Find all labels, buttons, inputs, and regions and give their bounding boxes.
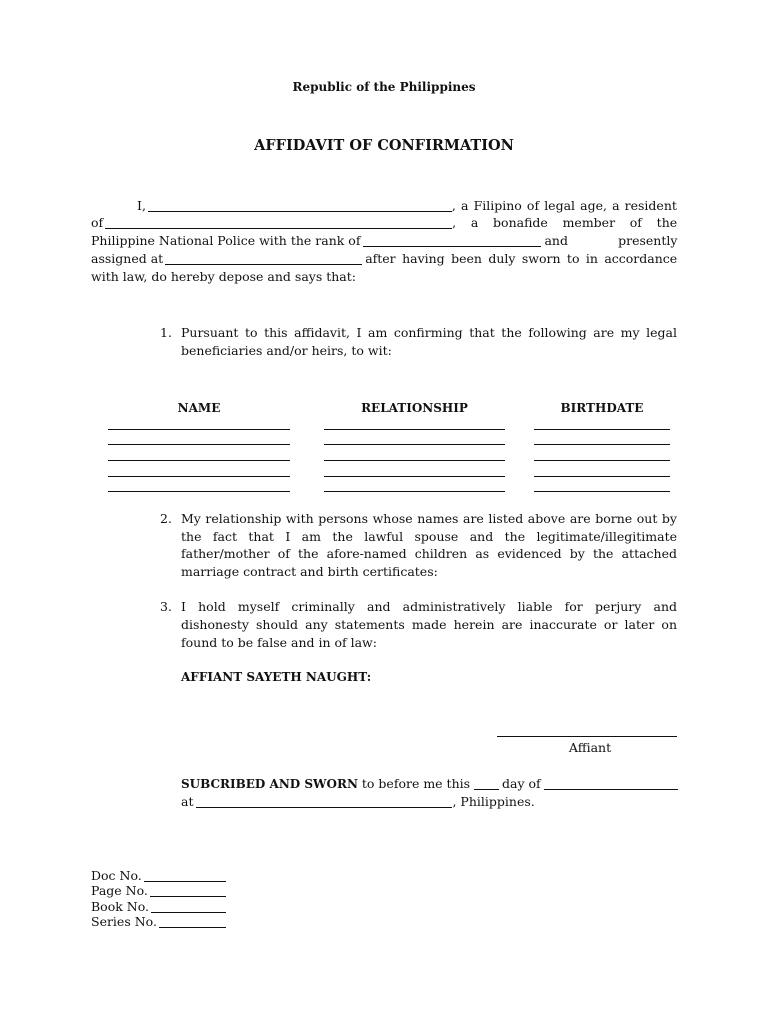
intro-line-5: with law, do hereby depose and says that: <box>91 269 356 284</box>
jurat-text: at <box>181 794 194 809</box>
item-number: 1. <box>160 325 172 340</box>
intro-line-lead: Philippine National Police with the rank of <box>91 233 361 248</box>
intro-line-rest: , a bonafide member of the <box>452 215 678 230</box>
column-header-name: NAME <box>177 401 221 415</box>
beneficiary-name-blank <box>108 430 290 445</box>
beneficiary-relationship-blank <box>324 430 505 445</box>
series-no-blank <box>159 913 226 928</box>
jurat-text: day of <box>502 776 541 791</box>
intro-line-4 <box>91 250 677 268</box>
item-line: I hold myself criminally and administratively liable for perjury and <box>181 599 677 614</box>
intro-line-rest: , a Filipino of legal age, a resident <box>451 198 677 213</box>
item-line: beneficiaries and/or heirs, to wit: <box>181 343 392 358</box>
page-no-blank <box>150 882 226 897</box>
doc-no-label: Doc No. <box>91 868 142 883</box>
column-header-birthdate: BIRTHDATE <box>560 401 644 415</box>
jurat-text: to before me this <box>361 776 471 791</box>
item-line: the fact that I am the lawful spouse and the legitimate/illegitimate <box>181 529 677 544</box>
affiant-signature-line <box>497 722 677 737</box>
rank-blank <box>363 232 541 247</box>
jurat-day-blank <box>474 775 499 790</box>
beneficiary-name-blank <box>108 415 290 430</box>
item-line: found to be false and in of law: <box>181 635 377 650</box>
affiant-name-blank <box>148 197 452 212</box>
beneficiary-birthdate-blank <box>534 462 670 477</box>
intro-line-rest: and presently <box>544 233 678 248</box>
item-line: My relationship with persons whose names are listed above are borne out by <box>181 511 677 526</box>
jurat-place-blank <box>196 793 452 808</box>
column-header-relationship: RELATIONSHIP <box>361 401 468 415</box>
beneficiary-birthdate-blank <box>534 477 670 492</box>
item-number: 3. <box>160 599 172 614</box>
doc-no-blank <box>144 867 226 882</box>
assignment-blank <box>165 250 362 265</box>
item-line: marriage contract and birth certificates: <box>181 564 438 579</box>
series-no-row <box>91 913 226 931</box>
series-no-label: Series No. <box>91 914 157 929</box>
beneficiary-relationship-blank <box>324 462 505 477</box>
document-title: AFFIDAVIT OF CONFIRMATION <box>254 137 514 154</box>
intro-line-3 <box>91 232 677 250</box>
affiant-sayeth-naught: AFFIANT SAYETH NAUGHT: <box>181 670 372 684</box>
beneficiary-birthdate-blank <box>534 430 670 445</box>
book-no-label: Book No. <box>91 899 150 914</box>
residence-blank <box>105 214 452 229</box>
jurat-line-2 <box>181 793 535 811</box>
book-no-blank <box>151 898 226 913</box>
intro-line-lead: I, <box>137 198 146 213</box>
jurat-line-1 <box>181 775 678 793</box>
affiant-label: Affiant <box>568 740 612 755</box>
intro-line-1 <box>137 197 677 215</box>
item-number: 2. <box>160 511 172 526</box>
beneficiary-name-blank <box>108 462 290 477</box>
intro-line-lead: assigned at <box>91 251 164 266</box>
intro-line-rest: after having been duly sworn to in accordance <box>365 251 678 266</box>
page-no-label: Page No. <box>91 883 148 898</box>
beneficiary-relationship-blank <box>324 415 505 430</box>
intro-line-lead: of <box>91 215 104 230</box>
jurat-text: , Philippines. <box>452 794 535 809</box>
intro-line-2 <box>91 214 677 232</box>
item-line: father/mother of the afore-named children as evidenced by the attached <box>181 546 677 561</box>
beneficiary-birthdate-blank <box>534 446 670 461</box>
item-line: dishonesty should any statements made herein are inaccurate or later on <box>181 617 677 632</box>
beneficiary-birthdate-blank <box>534 415 670 430</box>
beneficiary-name-blank <box>108 477 290 492</box>
beneficiary-relationship-blank <box>324 477 505 492</box>
beneficiary-relationship-blank <box>324 446 505 461</box>
jurat-month-blank <box>544 775 678 790</box>
item-line: Pursuant to this affidavit, I am confirming that the following are my legal <box>181 325 677 340</box>
beneficiary-name-blank <box>108 446 290 461</box>
jurat-bold-lead: SUBCRIBED AND SWORN <box>181 777 358 791</box>
republic-heading: Republic of the Philippines <box>292 80 476 94</box>
